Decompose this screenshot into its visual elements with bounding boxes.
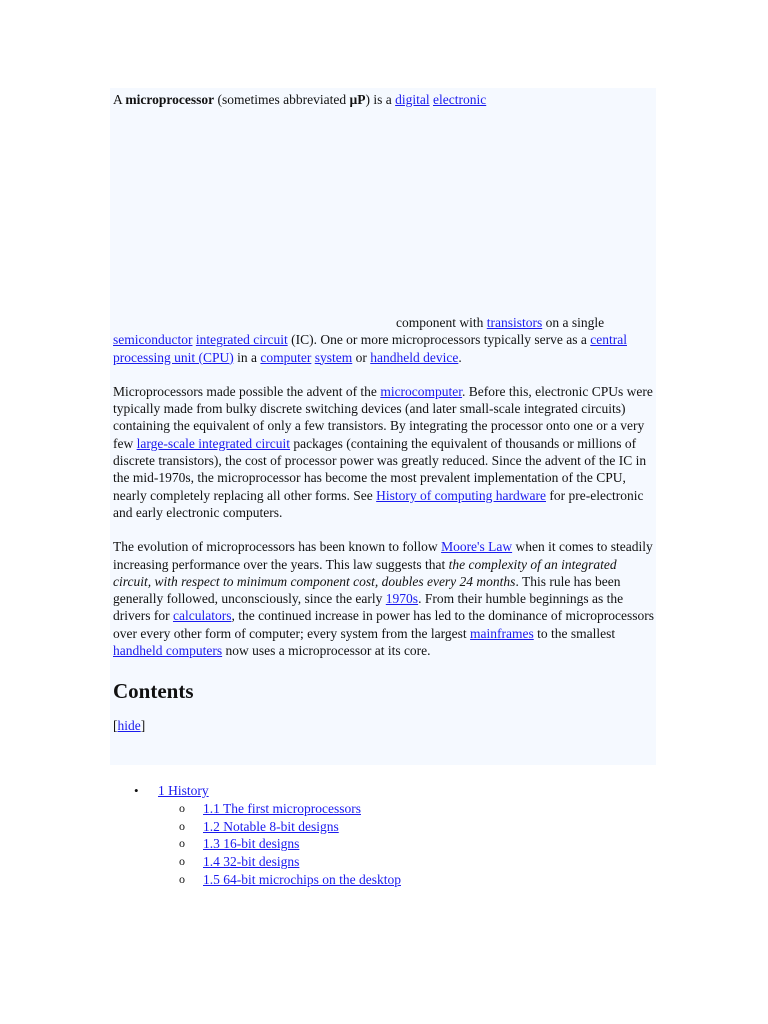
circle-bullet-icon: o: [179, 871, 185, 886]
para3-text: . From their humble beginnings as the drivers for: [113, 591, 624, 624]
circle-bullet-icon: o: [179, 854, 185, 869]
intro-text: (IC). One or more microprocessors typically serve as a: [287, 332, 591, 348]
para2-text: for pre-electronic and early electronic computers.: [113, 487, 644, 520]
para3-text: The evolution of microprocessors has been known to follow: [113, 539, 442, 555]
hide-toc-link[interactable]: hide: [117, 718, 141, 734]
toc-list: [113, 782, 401, 889]
contents-heading: Contents: [113, 679, 194, 704]
toc-link-history[interactable]: 1 History: [158, 783, 209, 798]
toc-subitem: [158, 800, 401, 818]
moores-law-quote: the complexity of an integrated circuit, with respect to minimum component cost, doubles every 24 months: [113, 556, 617, 589]
image-placeholder-space: [113, 108, 655, 314]
link-handheld-device[interactable]: handheld device: [370, 349, 459, 365]
toc-item-history: [113, 782, 401, 889]
toc-subitem: [158, 853, 401, 871]
toc-link-64-bit-microchips[interactable]: 1.5 64-bit microchips on the desktop: [203, 871, 401, 887]
intro-text: or: [352, 349, 371, 365]
para3-text: now uses a microprocessor at its core.: [222, 643, 431, 659]
intro-text: (sometimes abbreviated: [214, 92, 350, 107]
para3-text: . This rule has been generally followed, unconsciously, since the early: [113, 573, 621, 607]
paragraph-microcomputer: [113, 383, 655, 521]
intro-text: ) is a: [365, 92, 396, 107]
paragraph-moores-law: [113, 538, 655, 659]
intro-first-line: [113, 91, 655, 108]
intro-last-lines: [113, 331, 655, 366]
link-integrated-circuit[interactable]: integrated circuit: [195, 332, 288, 348]
link-electronic[interactable]: electronic: [433, 92, 487, 107]
link-large-scale-integrated-circuit[interactable]: large-scale integrated circuit: [136, 435, 291, 451]
bracket-open: [: [113, 718, 118, 734]
intro-text: component with: [396, 315, 487, 330]
circle-bullet-icon: o: [179, 800, 185, 815]
link-digital[interactable]: digital: [395, 92, 430, 107]
toc-link-16-bit-designs[interactable]: 1.3 16-bit designs: [203, 836, 300, 852]
intro-text: on a single: [542, 315, 605, 330]
link-transistors[interactable]: transistors: [486, 315, 543, 330]
link-computer[interactable]: computer: [260, 349, 312, 365]
para3-text: to the smallest: [533, 625, 616, 641]
para3-text: when it comes to steadily increasing performance over the years. This law suggests that: [113, 539, 653, 572]
intro-text: in a: [233, 349, 261, 365]
link-system[interactable]: system: [314, 349, 353, 365]
circle-bullet-icon: o: [179, 818, 185, 833]
para2-text: Microprocessors made possible the advent of the: [113, 383, 381, 399]
link-microcomputer[interactable]: microcomputer: [380, 383, 463, 399]
link-moores-law[interactable]: Moore's Law: [441, 539, 513, 555]
toc-subitem: [158, 835, 401, 853]
intro-text: A: [113, 92, 126, 107]
abbr-mu-p: µP: [349, 92, 366, 107]
toc-link-8-bit-designs[interactable]: 1.2 Notable 8-bit designs: [203, 818, 339, 834]
toc-link-first-microprocessors[interactable]: 1.1 The first microprocessors: [203, 800, 361, 816]
toc-link-32-bit-designs[interactable]: 1.4 32-bit designs: [203, 854, 300, 870]
intro-paragraph: [113, 91, 655, 366]
intro-continued: [113, 314, 655, 331]
article-content: [113, 91, 655, 735]
link-calculators[interactable]: calculators: [172, 608, 232, 624]
link-semiconductor[interactable]: semiconductor: [113, 332, 193, 348]
circle-bullet-icon: o: [179, 836, 185, 851]
toc-toggle: [113, 717, 655, 734]
link-handheld-computers[interactable]: handheld computers: [113, 643, 223, 659]
bullet-icon: •: [134, 783, 139, 798]
link-cpu[interactable]: central processing unit (CPU): [113, 332, 627, 365]
toc-subitem: [158, 871, 401, 889]
bracket-close: ]: [140, 718, 146, 734]
para2-text: . Before this, electronic CPUs were typically made from bulky discrete switching devices (and later small-scale integrated circuits) containing the equivalent of only a few transistors. By integrating the processor onto one or a very few: [113, 383, 653, 451]
para2-text: packages (containing the equivalent of thousands or millions of discrete transistors), the cost of processor power was greatly reduced. Since the advent of the IC in the mid-1970s, the microprocessor has become the most prevalent implementation of the CPU, nearly completely replacing all other forms. See: [113, 435, 647, 503]
toc-subitem: [158, 818, 401, 836]
toc-sublist: [158, 800, 401, 889]
term-microprocessor: microprocessor: [125, 92, 215, 107]
para3-text: , the continued increase in power has led to the dominance of microprocessors over every other form of computer; every system from the largest: [113, 608, 654, 641]
link-mainframes[interactable]: mainframes: [470, 625, 534, 641]
link-history-of-computing-hardware[interactable]: History of computing hardware: [376, 487, 546, 503]
intro-text: .: [458, 349, 462, 365]
link-1970s[interactable]: 1970s: [385, 591, 419, 607]
